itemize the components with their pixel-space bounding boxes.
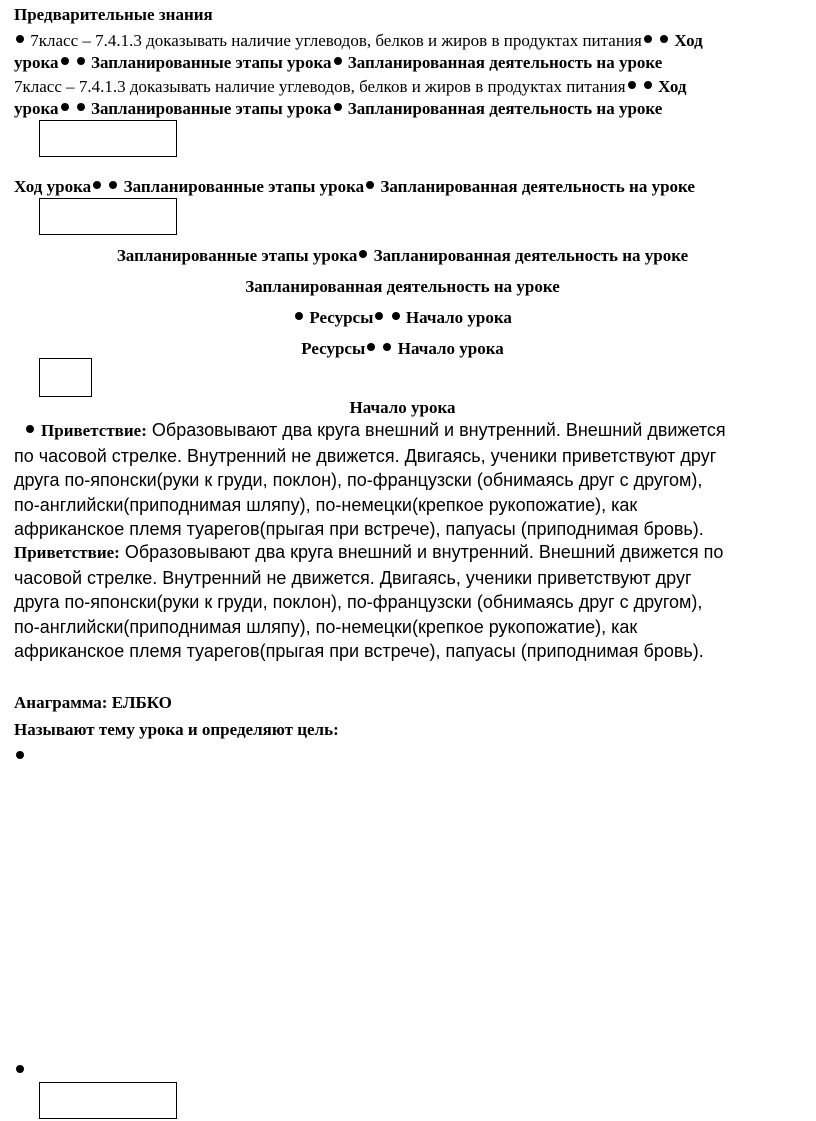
bullet-icon (366, 181, 374, 189)
resources-d: Начало урока (397, 339, 504, 358)
empty-box (39, 1082, 177, 1119)
bullet-icon (392, 312, 400, 320)
bullet-icon (295, 312, 303, 320)
prior-line-1 (14, 30, 703, 52)
greeting-line: друга по-японски(руки к груди, поклон), по-французски (обнимаясь друг с другом), (14, 592, 703, 612)
greeting-paragraph-2 (14, 540, 794, 664)
prior-line-4 (14, 98, 662, 120)
resources-line-1 (0, 307, 805, 329)
stages-a: Запланированные этапы урока (116, 246, 358, 265)
bullet-icon (16, 35, 24, 43)
prior-bold-4b: Запланированные этапы урока (91, 99, 332, 118)
course-line (14, 176, 695, 198)
bullet-icon (334, 103, 342, 111)
greeting-label: Приветствие: (41, 421, 147, 440)
empty-box (39, 198, 177, 235)
greeting-line: по часовой стрелке. Внутренний не движется. Двигаясь, ученики приветствуют друг (14, 445, 717, 466)
prior-bold-2b: Запланированные этапы урока (91, 53, 332, 72)
greeting-line: Образовывают два круга внешний и внутренний. Внешний движется (151, 420, 726, 440)
topic-heading: Называют тему урока и определяют цель: (14, 720, 339, 739)
bullet-icon (93, 181, 101, 189)
bullet-icon (109, 181, 117, 189)
stages-b: Запланированная деятельность на уроке (373, 246, 689, 265)
course-a: Ход урока (14, 177, 92, 196)
greeting-line: африканское племя туарегов(прыгая при встрече), папуасы (приподнимая бровь). (14, 519, 704, 539)
bullet-icon (367, 343, 375, 351)
bullet-icon (383, 343, 391, 351)
bullet-icon (628, 81, 636, 89)
greeting-line: часовой стрелке. Внутренний не движется. Двигаясь, ученики приветствуют друг (14, 567, 692, 588)
section-title: Предварительные знания (14, 5, 213, 24)
greeting-line: по-английски(приподнимая шляпу), по-немецки(крепкое рукопожатие), как (14, 494, 638, 515)
bullet-icon (61, 57, 69, 65)
bullet-icon (660, 35, 668, 43)
prior-line-3 (14, 76, 686, 98)
prior-line-2 (14, 52, 662, 74)
bullet-icon (644, 35, 652, 43)
resources-b: Начало урока (405, 308, 512, 327)
bullet-icon (61, 103, 69, 111)
resources-line-2 (0, 338, 805, 360)
empty-box (39, 120, 177, 157)
start-heading: Начало урока (349, 398, 456, 417)
bullet-icon (16, 751, 24, 759)
prior-text-3: 7класс – 7.4.1.3 доказывать наличие углеводов, белков и жиров в продуктах питания (14, 77, 626, 96)
greeting-label: Приветствие: (14, 543, 120, 562)
prior-bold-3: Ход (658, 77, 687, 96)
bullet-icon (77, 57, 85, 65)
prior-bold-4c: Запланированная деятельность на уроке (347, 99, 663, 118)
prior-bold-4a: урока (14, 99, 59, 118)
bullet-icon (375, 312, 383, 320)
bullet-icon (334, 57, 342, 65)
greeting-line: по-английски(приподнимая шляпу), по-немецки(крепкое рукопожатие), как (14, 616, 638, 637)
greeting-line: африканское племя туарегов(прыгая при встрече), папуасы (приподнимая бровь). (14, 641, 704, 661)
resources-a: Ресурсы (309, 308, 374, 327)
activity-line: Запланированная деятельность на уроке (245, 277, 560, 296)
prior-bold-2c: Запланированная деятельность на уроке (347, 53, 663, 72)
bullet-icon (77, 103, 85, 111)
greeting-line: Образовывают два круга внешний и внутренний. Внешний движется по (124, 542, 724, 562)
bullet-line (14, 1060, 26, 1082)
course-b: Запланированные этапы урока (123, 177, 365, 196)
greeting-paragraph-1 (14, 418, 794, 542)
empty-box (39, 358, 92, 397)
bullet-icon (26, 425, 34, 433)
bullet-icon (359, 250, 367, 258)
resources-c: Ресурсы (301, 339, 366, 358)
bullet-icon (16, 1065, 24, 1073)
bullet-icon (644, 81, 652, 89)
prior-bold-1: Ход (674, 31, 703, 50)
prior-bold-2a: урока (14, 53, 59, 72)
prior-text-1: 7класс – 7.4.1.3 доказывать наличие углеводов, белков и жиров в продуктах питания (30, 31, 642, 50)
course-c: Запланированная деятельность на уроке (380, 177, 695, 196)
stages-line (0, 245, 805, 267)
anagram: Анаграмма: ЕЛБКО (14, 693, 172, 712)
bullet-line (14, 746, 26, 768)
greeting-line: друга по-японски(руки к груди, поклон), по-французски (обнимаясь друг с другом), (14, 470, 703, 490)
